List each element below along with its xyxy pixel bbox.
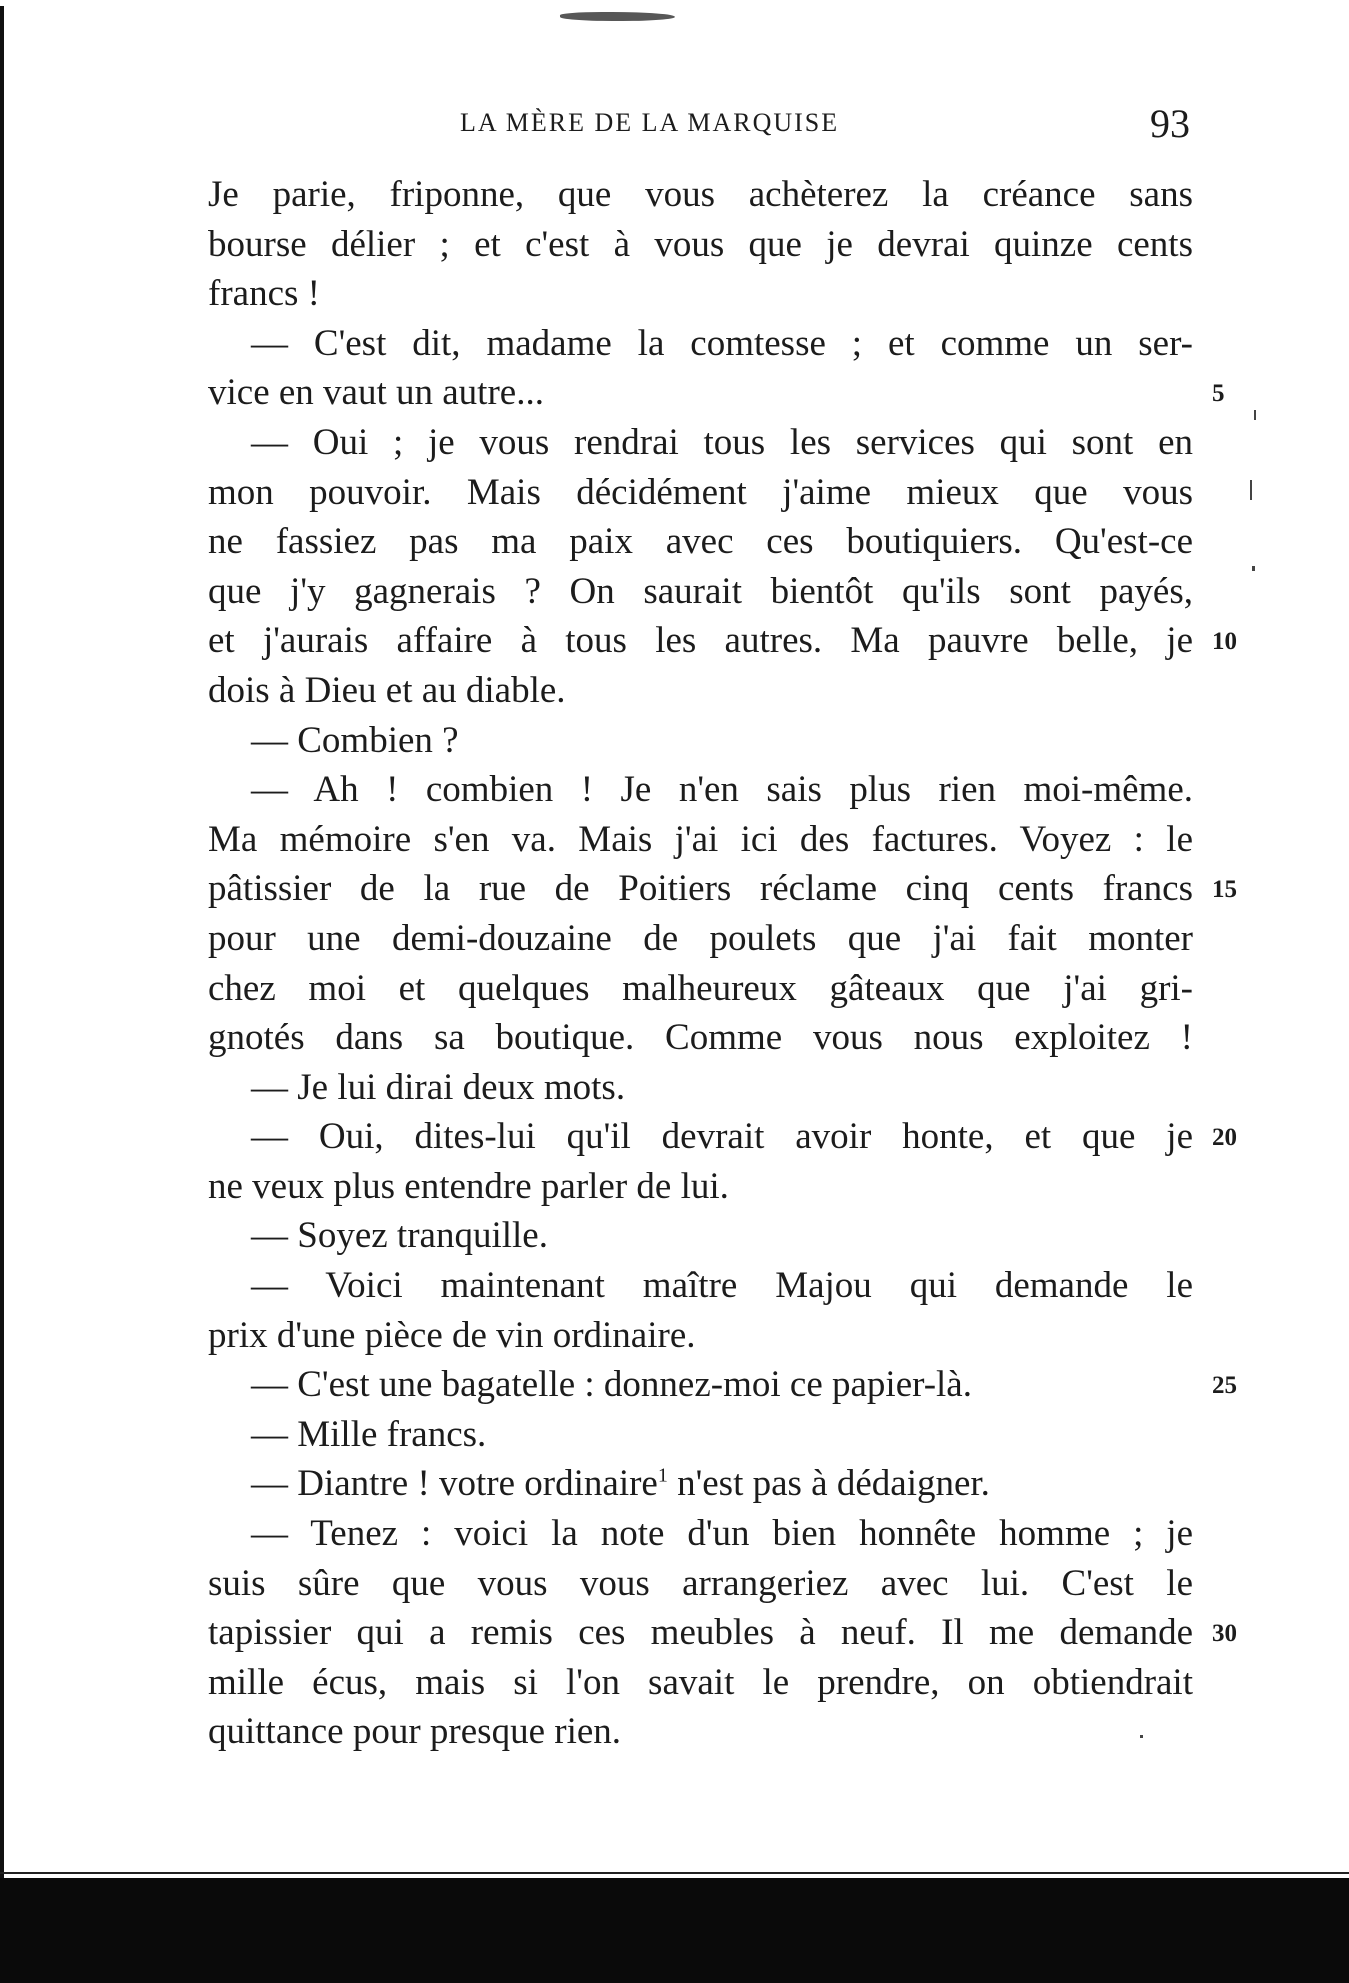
text-line: — Oui ; je vous rendrai tous les services qui sont en [251,421,1193,463]
text-line: quittance pour presque rien. [208,1711,622,1753]
text-line: gnotés dans sa boutique. Comme vous nous exploitez ! [208,1017,1193,1059]
text-line: Je parie, friponne, que vous achèterez la créance sans [208,174,1193,215]
text-line: — Soyez tranquille. [251,1215,548,1257]
line-number: 25 [1212,1372,1237,1400]
line-number: 20 [1212,1124,1237,1152]
bottom-scan-edge [0,1872,1349,1874]
text-line: prix d'une pièce de vin ordinaire. [208,1314,696,1356]
margin-speck [1140,1735,1143,1738]
text-line: mille écus, mais si l'on savait le prendre, on obtiendrait [208,1661,1193,1703]
text-line: — Combien ? [251,719,459,761]
text-line: — Voici maintenant maître Majou qui demande le [251,1265,1193,1307]
text-line: — Tenez : voici la note d'un bien honnête homme ; je [251,1513,1193,1555]
margin-speck [1252,566,1255,571]
text-line: suis sûre que vous vous arrangeriez avec lui. C'est le [208,1562,1193,1604]
top-ink-smudge [560,12,675,21]
running-head [200,101,1190,148]
left-edge-rule [0,6,4,1906]
margin-speck [1254,410,1256,420]
text-line: tapissier qui a remis ces meubles à neuf. Il me demande 30 [208,1608,1193,1658]
line-number: 30 [1212,1620,1237,1648]
text-line: ne fassiez pas ma paix avec ces boutiquiers. Qu'est-ce [208,521,1193,563]
text-line: dois à Dieu et au diable. [208,669,566,711]
line-number: 15 [1212,876,1237,904]
text-line: ne veux plus entendre parler de lui. [208,1165,729,1207]
body-text [208,170,1237,1757]
text-line: et j'aurais affaire à tous les autres. Ma pauvre belle, je 10 [208,616,1193,666]
page-number: 93 [1150,101,1190,146]
text-line: que j'y gagnerais ? On saurait bientôt qu'ils sont payés, [208,570,1193,612]
text-line: — Je lui dirai deux mots. [251,1066,626,1108]
text-line: Ma mémoire s'en va. Mais j'ai ici des factures. Voyez : le [208,818,1193,860]
text-line: mon pouvoir. Mais décidément j'aime mieux que vous [208,471,1193,513]
text-line: — C'est dit, madame la comtesse ; et comme un ser- [251,322,1193,364]
footnote-reference: 1 [657,1465,668,1488]
text-line: chez moi et quelques malheureux gâteaux que j'ai gri- [208,967,1193,1009]
text-line: — C'est une bagatelle : donnez-moi ce papier-là. 25 [208,1360,1193,1410]
text-line: — Ah ! combien ! Je n'en sais plus rien moi-même. [251,769,1193,811]
text-line: francs ! [208,273,320,315]
text-line: — Oui, dites-lui qu'il devrait avoir honte, et que je 20 [208,1112,1193,1162]
margin-speck [1250,480,1252,500]
text-line: pour une demi-douzaine de poulets que j'ai fait monter [208,917,1193,959]
line-number: 5 [1212,380,1225,408]
text-line: — Mille francs. [251,1413,487,1455]
text-line: pâtissier de la rue de Poitiers réclame cinq cents francs 15 [208,864,1193,914]
text-line: bourse délier ; et c'est à vous que je devrai quinze cents [208,223,1193,265]
bottom-scan-border [0,1878,1349,1983]
line-number: 10 [1212,628,1237,656]
text-line: — Diantre ! votre ordinaire$^1$ n'est pas à dédaigner. [251,1463,990,1505]
running-title: LA MÈRE DE LA MARQUISE [460,108,840,137]
text-line: vice en vaut un autre... 5 [208,368,1193,418]
